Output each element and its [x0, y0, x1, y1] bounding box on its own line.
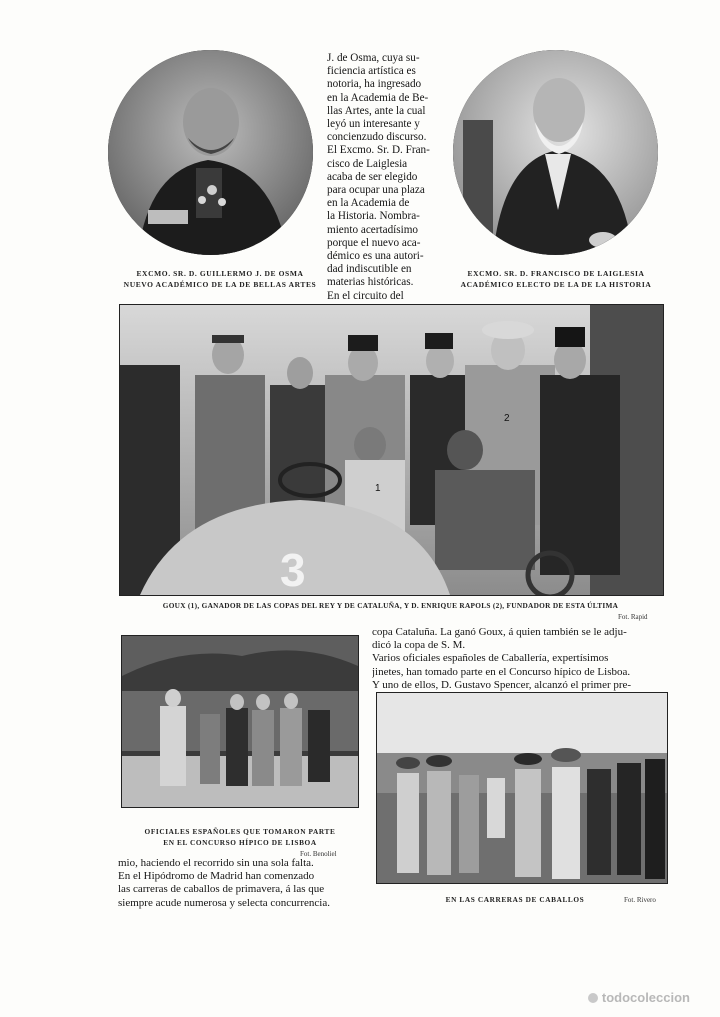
text-line: El Excmo. Sr. D. Fran- [327, 144, 430, 157]
portrait-osma-caption [110, 268, 330, 290]
text-line: dicó la copa de S. M. [372, 639, 466, 652]
text-line: en la Academia de [327, 197, 410, 210]
watermark-text: todocoleccion [601, 990, 690, 1005]
text-line: En el circuito del [327, 289, 404, 302]
photo-horse-races [376, 692, 668, 884]
text-line: la Historia. Nombra- [327, 210, 420, 223]
text-line: Varios oficiales españoles de Caballería, expertísimos [372, 652, 609, 665]
photo-officers-credit: Fot. Benoliel [300, 850, 337, 858]
portrait-osma [108, 50, 313, 255]
photo-officers-lisboa-image [122, 636, 358, 807]
text-line: llas Artes, ante la cual [327, 104, 426, 117]
portrait-osma-image [108, 50, 313, 255]
portrait-laiglesia-image [453, 50, 658, 255]
portrait-laiglesia [453, 50, 658, 255]
photo-officers-caption-line1: OFICIALES ESPAÑOLES QUE TOMARON PARTE [144, 827, 336, 836]
watermark-logo-icon [588, 993, 598, 1003]
watermark [588, 990, 690, 1005]
main-photo-goux [119, 304, 664, 596]
main-photo-goux-image [120, 305, 663, 595]
text-line: acaba de ser elegido [327, 170, 418, 183]
photo-races-caption: EN LAS CARRERAS DE CABALLOS [445, 895, 585, 904]
photo-races-credit: Fot. Rivero [624, 896, 656, 904]
article-column-bottom [118, 857, 368, 910]
portrait-laiglesia-caption [440, 268, 672, 290]
text-line: siempre acude numerosa y selecta concurrencia. [118, 896, 330, 909]
text-line: mio, haciendo el recorrido sin una sola falta. [118, 857, 314, 869]
text-line: para ocupar una plaza [327, 184, 425, 197]
text-line: copa Cataluña. La ganó Goux, á quien también se le adju- [372, 626, 627, 638]
portrait-laiglesia-caption-line2: ACADÉMICO ELECTO DE LA DE LA HISTORIA [460, 280, 652, 289]
main-photo-credit: Fot. Rapid [618, 613, 648, 621]
photo-officers-caption [115, 826, 365, 848]
text-line: ficiencia artística es [327, 65, 416, 78]
text-line: J. de Osma, cuya su- [327, 52, 420, 64]
text-line: jinetes, han tomado parte en el Concurso hípico de Lisboa. [372, 665, 631, 678]
text-line: Y uno de ellos, D. Gustavo Spencer, alcanzó el primer pre- [372, 678, 632, 691]
text-line: en la Academia de Be- [327, 91, 429, 104]
text-line: démico es una autori- [327, 250, 424, 263]
main-photo-label-1: 1 [375, 483, 381, 494]
photo-officers-caption-line2: EN EL CONCURSO HÍPICO DE LISBOA [163, 838, 317, 847]
text-line: cisco de Laiglesia [327, 157, 408, 170]
text-line: miento acertadísimo [327, 223, 419, 236]
text-line: materias históricas. [327, 276, 414, 289]
main-photo-caption [119, 600, 662, 611]
text-line: leyó un interesante y [327, 118, 420, 131]
text-line: notoria, ha ingresado [327, 78, 422, 91]
text-line: concienzudo discurso. [327, 131, 427, 144]
text-line: dad indiscutible en [327, 263, 412, 276]
main-photo-label-2: 2 [504, 413, 510, 424]
photo-horse-races-image [377, 693, 667, 883]
portrait-osma-caption-line1: EXCMO. SR. D. GUILLERMO J. DE OSMA [136, 269, 304, 278]
portrait-osma-caption-line2: NUEVO ACADÉMICO DE LA DE BELLAS ARTES [123, 280, 317, 289]
text-line: porque el nuevo aca- [327, 236, 421, 249]
photo-officers-lisboa [121, 635, 359, 808]
text-line: las carreras de caballos de primavera, á las que [118, 883, 325, 896]
portrait-laiglesia-caption-line1: EXCMO. SR. D. FRANCISCO DE LAIGLESIA [467, 269, 645, 278]
article-column-middle [372, 626, 664, 692]
main-photo-car-number: 3 [280, 544, 306, 596]
text-line: En el Hipódromo de Madrid han comenzado [118, 870, 315, 883]
main-photo-caption-text: GOUX (1), GANADOR DE LAS COPAS DEL REY Y DE CATALUÑA, Y D. ENRIQUE RAPOLS (2), FUNDADOR DE ESTA ÚLTIMA [162, 601, 619, 610]
